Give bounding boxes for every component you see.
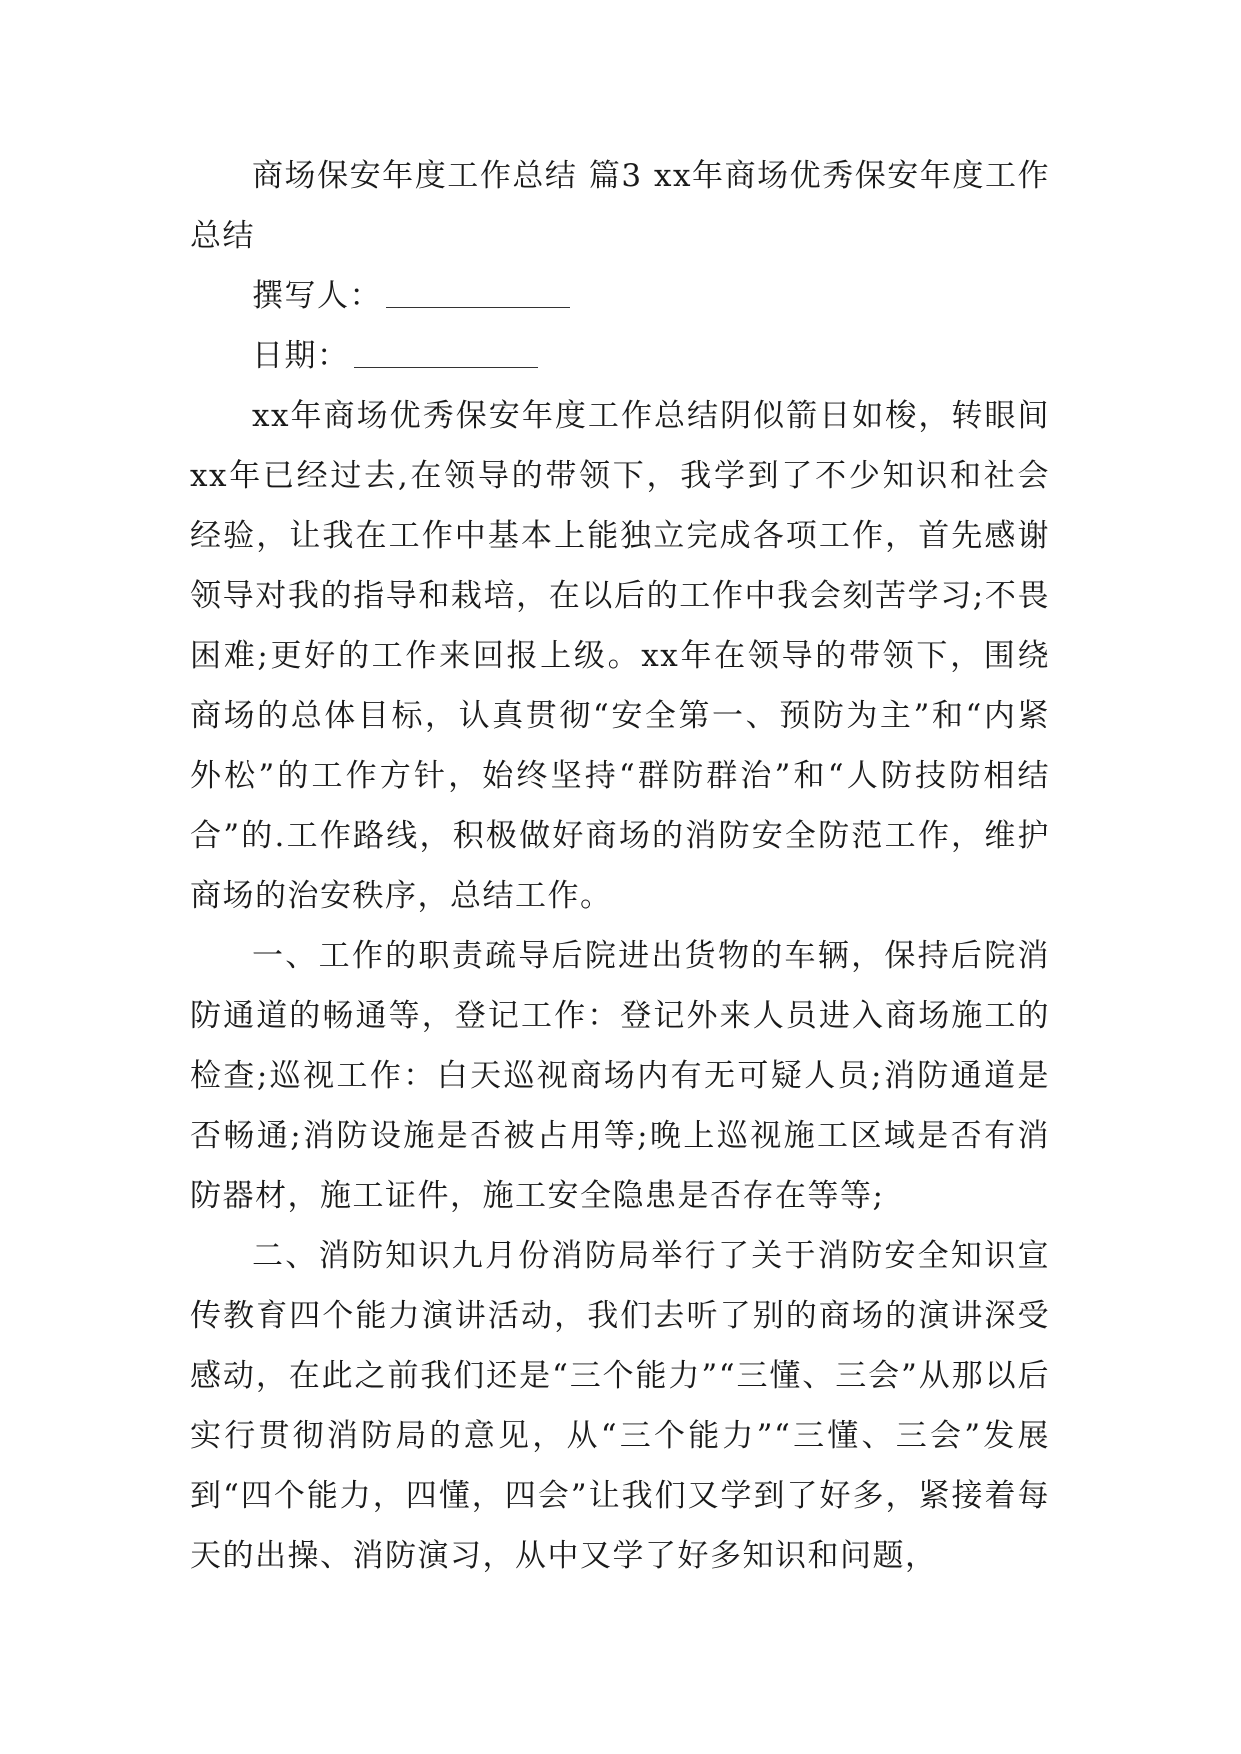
document-title: 商场保安年度工作总结 篇3 xx年商场优秀保安年度工作总结 (190, 158, 1050, 254)
date-blank-line[interactable] (354, 337, 538, 368)
paragraph-intro: xx年商场优秀保安年度工作总结阴似箭日如梭，转眼间xx年已经过去,在领导的带领下，我学到了不少知识和社会经验，让我在工作中基本上能独立完成各项工作，首先感谢领导对我的指导和栽培，在以后的工作中我会刻苦学习;不畏困难;更好的工作来回报上级。xx年在领导的带领下，围绕商场的总体目标，认真贯彻“安全第一、预防为主”和“内紧外松”的工作方针，始终坚持“群防群治”和“人防技防相结合”的.工作路线，积极做好商场的消防安全防范工作，维护商场的治安秩序，总结工作。 (190, 398, 1050, 914)
author-field (190, 266, 1050, 326)
document-page (190, 146, 1050, 1586)
date-label: 日期： (252, 338, 350, 374)
paragraph-fire-knowledge: 二、消防知识九月份消防局举行了关于消防安全知识宣传教育四个能力演讲活动，我们去听了别的商场的演讲深受感动，在此之前我们还是“三个能力”“三懂、三会”从那以后实行贯彻消防局的意见，从“三个能力”“三懂、三会”发展到“四个能力，四懂，四会”让我们又学到了好多，紧接着每天的出操、消防演习，从中又学了好多知识和问题， (190, 1238, 1050, 1574)
author-label: 撰写人： (252, 278, 382, 314)
author-blank-line[interactable] (386, 277, 570, 308)
paragraph-duties: 一、工作的职责疏导后院进出货物的车辆，保持后院消防通道的畅通等，登记工作：登记外来人员进入商场施工的检查;巡视工作：白天巡视商场内有无可疑人员;消防通道是否畅通;消防设施是否被占用等;晚上巡视施工区域是否有消防器材，施工证件，施工安全隐患是否存在等等; (190, 938, 1050, 1214)
date-field (190, 326, 1050, 386)
